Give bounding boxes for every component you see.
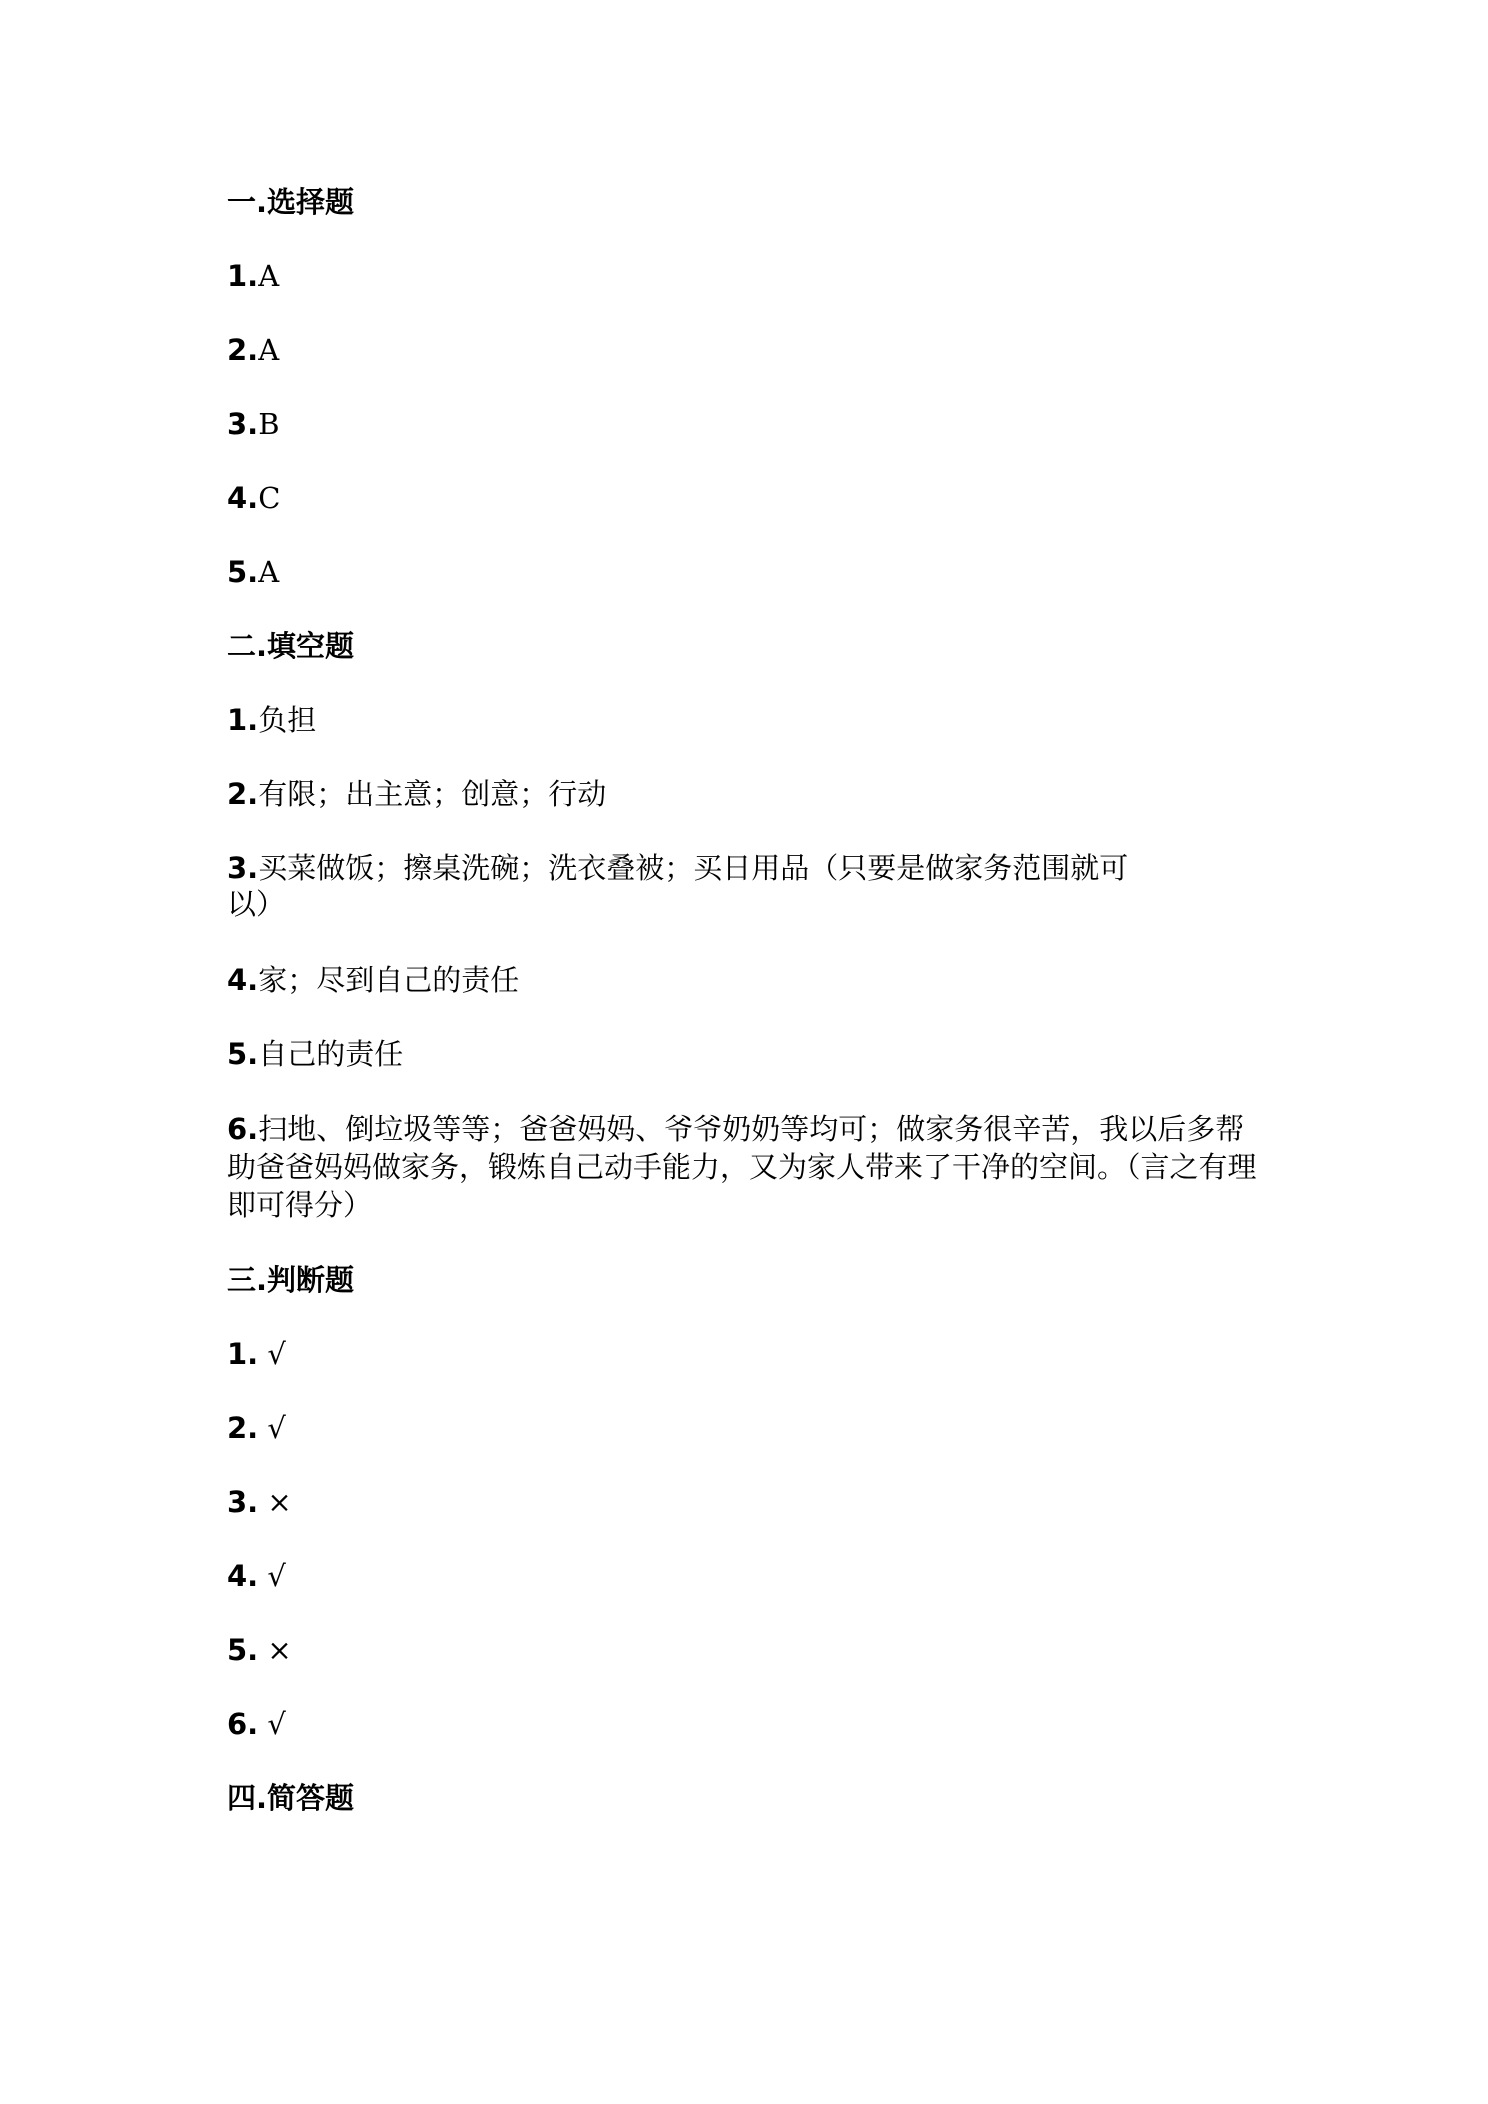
item-answer: A (258, 555, 280, 589)
item-number: 3. (227, 851, 259, 885)
choice-answer-4 (227, 480, 280, 516)
item-answer: C (258, 481, 281, 515)
section-title-choice: 一.选择题 (227, 185, 355, 219)
fill-answer-2 (227, 776, 606, 812)
item-number: 2. (227, 333, 259, 367)
item-number: 4. (227, 963, 259, 997)
fill-answer-4 (227, 962, 519, 998)
item-answer: × (258, 1485, 292, 1519)
section-title-true-false: 三.判断题 (227, 1263, 355, 1297)
section-title-fill-blank: 二.填空题 (227, 629, 355, 663)
item-number: 1. (227, 259, 259, 293)
item-answer: √ (258, 1559, 286, 1593)
item-number: 3. (227, 1485, 259, 1519)
item-answer: A (258, 259, 280, 293)
judge-answer-1 (227, 1336, 286, 1372)
item-number: 6. (227, 1707, 259, 1741)
item-number: 3. (227, 407, 259, 441)
choice-answer-2 (227, 332, 279, 368)
item-number: 5. (227, 1037, 259, 1071)
item-number: 1. (227, 1337, 259, 1371)
item-answer: √ (258, 1337, 286, 1371)
fill-answer-5 (227, 1036, 403, 1072)
item-answer: 买菜做饭；擦桌洗碗；洗衣叠被；买日用品（只要是做家务范围就可以） (227, 851, 1129, 921)
item-number: 1. (227, 703, 259, 737)
item-answer: 家；尽到自己的责任 (258, 963, 520, 997)
item-answer: 扫地、倒垃圾等等；爸爸妈妈、爷爷奶奶等均可；做家务很辛苦，我以后多帮助爸爸妈妈做家务，锻炼自己动手能力，又为家人带来了干净的空间。（言之有理即可得分） (227, 1112, 1257, 1222)
item-number: 2. (227, 1411, 259, 1445)
item-number: 4. (227, 1559, 259, 1593)
fill-answer-1 (227, 702, 316, 738)
item-number: 5. (227, 555, 259, 589)
item-number: 5. (227, 1633, 259, 1667)
item-number: 6. (227, 1112, 259, 1146)
item-answer: √ (258, 1707, 286, 1741)
item-answer: 负担 (258, 703, 317, 737)
judge-answer-5 (227, 1632, 292, 1668)
fill-answer-6 (227, 1110, 1267, 1224)
item-number: 2. (227, 777, 259, 811)
choice-answer-1 (227, 258, 279, 294)
judge-answer-3 (227, 1484, 292, 1520)
item-answer: 自己的责任 (258, 1037, 404, 1071)
judge-answer-6 (227, 1706, 286, 1742)
judge-answer-4 (227, 1558, 286, 1594)
item-answer: A (258, 333, 280, 367)
fill-answer-3 (227, 850, 1157, 922)
section-title-short-answer: 四.简答题 (227, 1781, 355, 1815)
choice-answer-3 (227, 406, 280, 442)
judge-answer-2 (227, 1410, 286, 1446)
item-answer: √ (258, 1411, 286, 1445)
item-answer: 有限；出主意；创意；行动 (258, 777, 607, 811)
item-number: 4. (227, 481, 259, 515)
item-answer: × (258, 1633, 292, 1667)
item-answer: B (258, 407, 280, 441)
choice-answer-5 (227, 554, 279, 590)
